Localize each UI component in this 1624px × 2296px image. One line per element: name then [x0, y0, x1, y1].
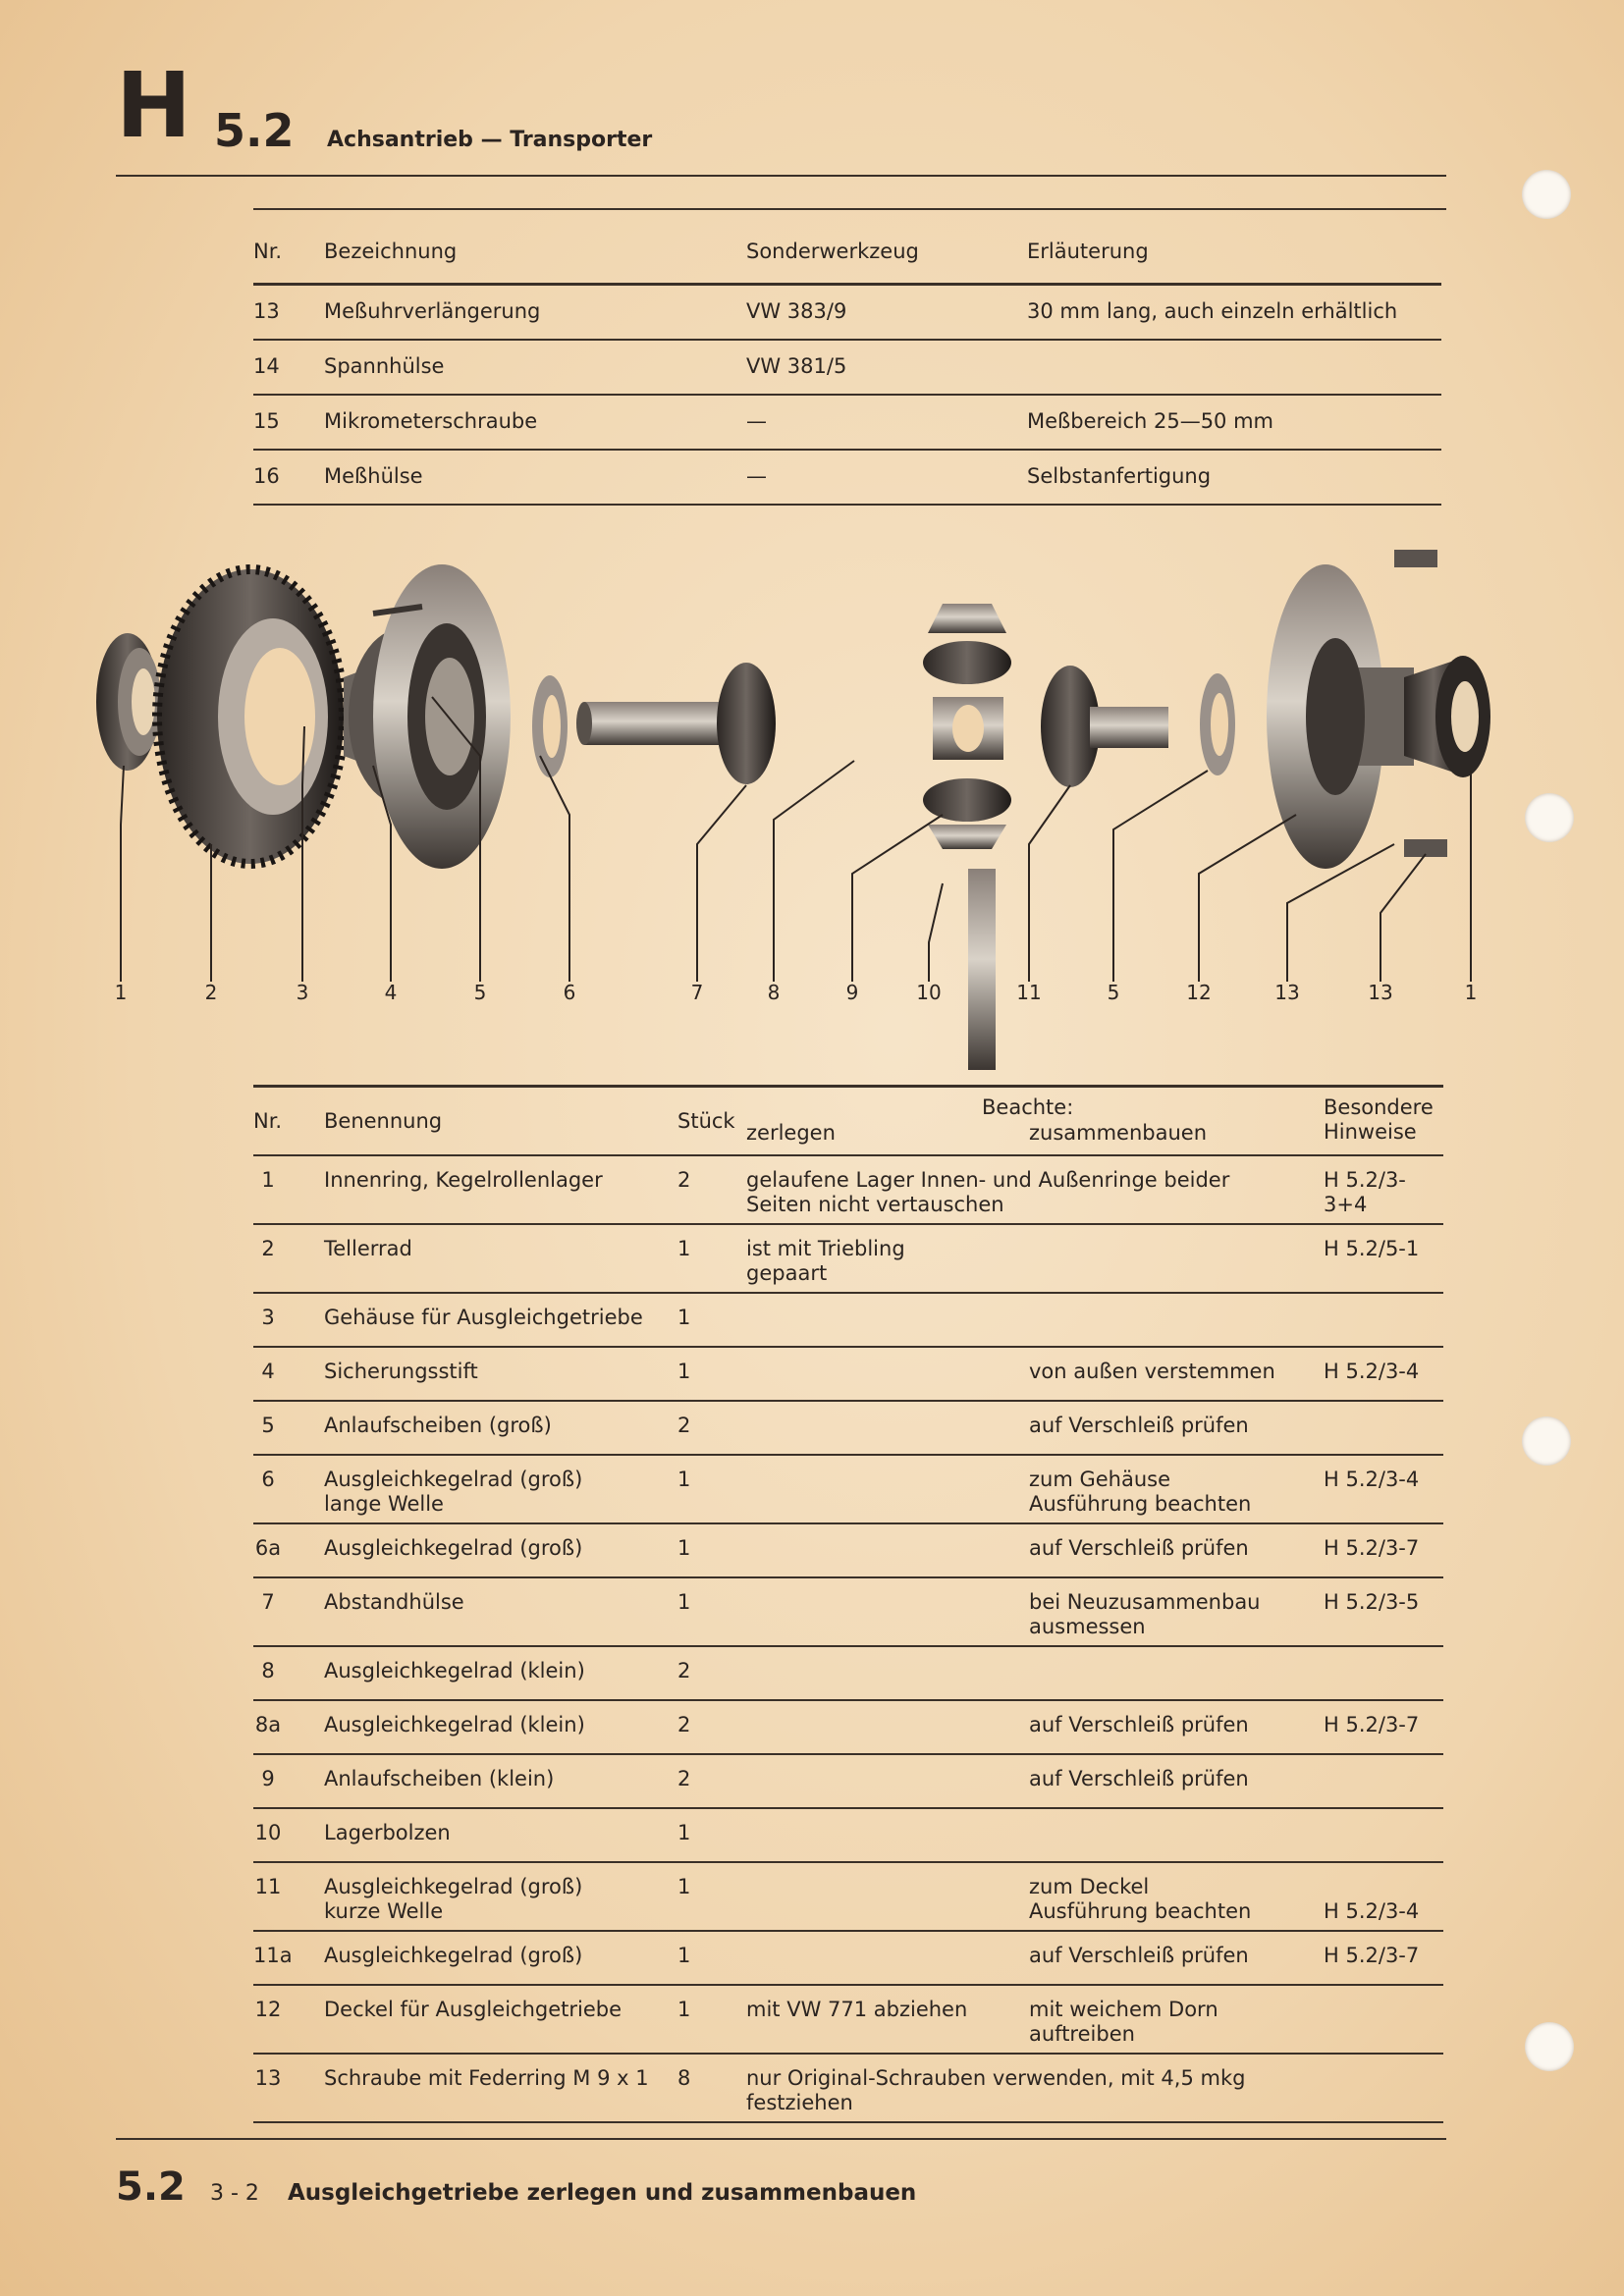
cell-qty: 2 — [677, 1168, 691, 1192]
cell-zusammenbauen: zum Deckel Ausführung beachten — [1029, 1875, 1252, 1923]
cell-name: Lagerbolzen — [324, 1821, 451, 1844]
cell-nr: 2 — [261, 1237, 275, 1260]
cell-qty: 1 — [677, 1944, 691, 1967]
callout-label: 6 — [563, 981, 576, 1004]
differential-cover — [1267, 564, 1414, 869]
cell-name: Ausgleichkegelrad (groß) lange Welle — [324, 1468, 583, 1516]
section-number: 5.2 — [214, 104, 295, 157]
leader-line — [1287, 844, 1394, 982]
cell-nr: 14 — [253, 354, 280, 378]
cell-qty: 1 — [677, 1468, 691, 1491]
cell-ref: H 5.2/3-3+4 — [1324, 1168, 1406, 1216]
differential-exploded-view — [79, 520, 1492, 1070]
callout-labels — [115, 981, 1478, 1004]
cell-ref: H 5.2/3-5 — [1324, 1590, 1420, 1614]
cell-name: Meßuhrverlängerung — [324, 299, 541, 323]
table-row — [253, 1156, 1443, 1225]
cell-zusammenbauen: auf Verschleiß prüfen — [1029, 1536, 1249, 1560]
cell-name: Spannhülse — [324, 354, 445, 378]
punch-hole — [1522, 170, 1571, 219]
table-row — [253, 1647, 1443, 1701]
cell-ref: H 5.2/3-7 — [1324, 1536, 1420, 1560]
col-erlaeuterung: Erläuterung — [1027, 240, 1149, 263]
cell-note: Selbstanfertigung — [1027, 464, 1212, 488]
cell-zerlegen: nur Original-Schrauben verwenden, mit 4,5 mkg festziehen — [746, 2066, 1246, 2114]
cell-nr: 4 — [261, 1360, 275, 1383]
cell-qty: 1 — [677, 1360, 691, 1383]
cell-name: Gehäuse für Ausgleichgetriebe — [324, 1306, 643, 1329]
cell-name: Mikrometerschraube — [324, 409, 538, 433]
thrust-washer-large-right — [1200, 673, 1235, 775]
callout-label: 2 — [204, 981, 218, 1004]
cell-ref: H 5.2/3-7 — [1324, 1713, 1420, 1736]
callout-label: 10 — [916, 981, 942, 1004]
pinion-shaft — [968, 869, 996, 1070]
table-header — [253, 1085, 1443, 1156]
leader-line — [1380, 854, 1426, 982]
cell-qty: 8 — [677, 2066, 691, 2090]
cell-ref: H 5.2/3-4 — [1324, 1468, 1420, 1491]
callout-label: 7 — [690, 981, 704, 1004]
col-zusammenbauen: zusammenbauen — [1029, 1121, 1208, 1145]
table-row — [253, 1578, 1443, 1647]
cell-zusammenbauen: auf Verschleiß prüfen — [1029, 1767, 1249, 1790]
cell-zusammenbauen: zum Gehäuse Ausführung beachten — [1029, 1468, 1252, 1516]
footer-section: 5.2 — [116, 2164, 186, 2210]
section-letter: H — [116, 53, 189, 158]
table-row — [253, 286, 1441, 341]
punch-hole — [1525, 793, 1574, 842]
cell-qty: 2 — [677, 1767, 691, 1790]
cell-note: Meßbereich 25—50 mm — [1027, 409, 1274, 433]
side-gear-long-shaft — [576, 663, 776, 784]
cell-ref: H 5.2/3-7 — [1324, 1944, 1420, 1967]
footer-title: Ausgleichgetriebe zerlegen und zusammenbauen — [287, 2180, 917, 2206]
cell-tool: — — [746, 464, 767, 488]
table-row — [253, 1863, 1443, 1932]
table-header — [253, 226, 1441, 286]
page-header — [116, 53, 653, 158]
cell-qty: 1 — [677, 1306, 691, 1329]
col-sonderwerkzeug: Sonderwerkzeug — [746, 240, 919, 263]
cell-nr: 15 — [253, 409, 280, 433]
callout-label: 5 — [473, 981, 487, 1004]
cell-ref: H 5.2/5-1 — [1324, 1237, 1420, 1260]
table-row — [253, 1348, 1443, 1402]
cell-nr: 5 — [261, 1414, 275, 1437]
cell-zusammenbauen: auf Verschleiß prüfen — [1029, 1713, 1249, 1736]
footer-rule — [116, 2138, 1446, 2140]
cell-zusammenbauen: bei Neuzusammenbau ausmessen — [1029, 1590, 1261, 1638]
page-title: Achsantrieb — Transporter — [327, 128, 653, 152]
cell-nr: 11 — [254, 1875, 282, 1898]
page-footer — [116, 2164, 916, 2210]
callout-label: 5 — [1107, 981, 1120, 1004]
cell-zusammenbauen: von außen verstemmen — [1029, 1360, 1275, 1383]
cell-ref: H 5.2/3-4 — [1324, 1899, 1420, 1923]
bearing-left — [96, 633, 161, 771]
cell-nr: 1 — [261, 1168, 275, 1192]
col-nr: Nr. — [253, 240, 283, 263]
cell-nr: 13 — [254, 2066, 282, 2090]
cell-nr: 7 — [261, 1590, 275, 1614]
table-row — [253, 1524, 1443, 1578]
cell-zusammenbauen: mit weichem Dorn auftreiben — [1029, 1998, 1218, 2046]
ring-gear — [157, 569, 344, 864]
cell-name: Innenring, Kegelrollenlager — [324, 1168, 603, 1192]
col-nr: Nr. — [253, 1109, 283, 1133]
cell-tool: — — [746, 409, 767, 433]
col-zerlegen: zerlegen — [746, 1121, 836, 1145]
cell-name: Ausgleichkegelrad (groß) — [324, 1944, 583, 1967]
cell-name: Ausgleichkegelrad (groß) kurze Welle — [324, 1875, 583, 1923]
cell-name: Ausgleichkegelrad (klein) — [324, 1713, 585, 1736]
cell-name: Anlaufscheiben (groß) — [324, 1414, 552, 1437]
cell-name: Meßhülse — [324, 464, 423, 488]
cell-name: Tellerrad — [324, 1237, 412, 1260]
leader-line — [1029, 785, 1070, 982]
special-tools-table — [253, 226, 1441, 506]
table-row — [253, 341, 1441, 396]
cell-ref: H 5.2/3-4 — [1324, 1360, 1420, 1383]
callout-label: 4 — [384, 981, 398, 1004]
table-row — [253, 1932, 1443, 1986]
col-hinweise: Besondere Hinweise — [1324, 1095, 1434, 1144]
pinion-gear-top — [923, 604, 1011, 684]
cell-name: Deckel für Ausgleichgetriebe — [324, 1998, 623, 2021]
cell-zerlegen: mit VW 771 abziehen — [746, 1998, 968, 2021]
cell-zerlegen: ist mit Triebling gepaart — [746, 1237, 905, 1285]
callout-label: 8 — [767, 981, 781, 1004]
callout-label: 12 — [1186, 981, 1212, 1004]
col-bezeichnung: Bezeichnung — [324, 240, 458, 263]
cell-qty: 1 — [677, 1237, 691, 1260]
cell-tool: VW 381/5 — [746, 354, 847, 378]
punch-hole — [1522, 1416, 1571, 1466]
leader-line — [1199, 815, 1296, 982]
header-rule-2 — [253, 208, 1446, 210]
callout-label: 11 — [1016, 981, 1042, 1004]
col-stueck: Stück — [677, 1109, 735, 1133]
table-row — [253, 1701, 1443, 1755]
spacer-sleeve — [933, 697, 1003, 760]
cell-nr: 8a — [254, 1713, 282, 1736]
cell-nr: 16 — [253, 464, 280, 488]
leader-line — [121, 766, 124, 982]
cell-name: Abstandhülse — [324, 1590, 464, 1614]
callout-label: 3 — [296, 981, 309, 1004]
cell-nr: 11a — [253, 1944, 293, 1967]
leader-line — [774, 761, 854, 982]
cell-qty: 1 — [677, 1821, 691, 1844]
table-row — [253, 1225, 1443, 1294]
callout-label: 1 — [114, 981, 128, 1004]
cell-nr: 8 — [261, 1659, 275, 1682]
cell-qty: 2 — [677, 1414, 691, 1437]
cell-qty: 1 — [677, 1536, 691, 1560]
pinion-gear-bottom — [923, 778, 1011, 849]
table-row — [253, 451, 1441, 506]
table-row — [253, 396, 1441, 451]
cell-nr: 12 — [254, 1998, 282, 2021]
cell-qty: 1 — [677, 1590, 691, 1614]
table-row — [253, 1986, 1443, 2055]
col-beachte: Beachte: — [982, 1095, 1074, 1119]
cell-nr: 6 — [261, 1468, 275, 1491]
callout-label: 9 — [845, 981, 859, 1004]
differential-housing — [344, 564, 511, 869]
cell-qty: 2 — [677, 1713, 691, 1736]
cell-zusammenbauen: auf Verschleiß prüfen — [1029, 1944, 1249, 1967]
cell-qty: 1 — [677, 1998, 691, 2021]
cell-nr: 9 — [261, 1767, 275, 1790]
cell-qty: 1 — [677, 1875, 691, 1898]
cell-zerlegen: gelaufene Lager Innen- und Außenringe beider Seiten nicht vertauschen — [746, 1168, 1230, 1216]
table-row — [253, 1809, 1443, 1863]
leader-line — [697, 785, 746, 982]
leader-line — [302, 726, 304, 982]
bearing-right — [1404, 656, 1490, 777]
callout-label: 13 — [1368, 981, 1393, 1004]
cell-name: Ausgleichkegelrad (groß) — [324, 1536, 583, 1560]
callout-label: 13 — [1274, 981, 1300, 1004]
leader-line — [929, 883, 943, 982]
callout-label: 1 — [1464, 981, 1478, 1004]
leader-line — [540, 756, 569, 982]
thrust-washer-large — [532, 675, 568, 777]
cell-tool: VW 383/9 — [746, 299, 847, 323]
table-row — [253, 2055, 1443, 2123]
side-gear-short-shaft — [1041, 666, 1168, 787]
cell-nr: 13 — [253, 299, 280, 323]
cell-name: Ausgleichkegelrad (klein) — [324, 1659, 585, 1682]
cell-note: 30 mm lang, auch einzeln erhältlich — [1027, 299, 1398, 323]
col-benennung: Benennung — [324, 1109, 443, 1133]
leader-line — [1113, 771, 1208, 982]
punch-hole — [1525, 2022, 1574, 2071]
cell-nr: 6a — [254, 1536, 282, 1560]
parts-table — [253, 1085, 1443, 2123]
cell-nr: 10 — [254, 1821, 282, 1844]
header-rule — [116, 175, 1446, 177]
table-row — [253, 1402, 1443, 1456]
cell-name: Sicherungsstift — [324, 1360, 478, 1383]
table-row — [253, 1755, 1443, 1809]
footer-page: 3 - 2 — [209, 2181, 259, 2206]
cell-qty: 2 — [677, 1659, 691, 1682]
table-row — [253, 1294, 1443, 1348]
cell-zusammenbauen: auf Verschleiß prüfen — [1029, 1414, 1249, 1437]
cell-name: Anlaufscheiben (klein) — [324, 1767, 555, 1790]
table-row — [253, 1456, 1443, 1524]
cell-nr: 3 — [261, 1306, 275, 1329]
cell-name: Schraube mit Federring M 9 x 1 — [324, 2066, 649, 2090]
